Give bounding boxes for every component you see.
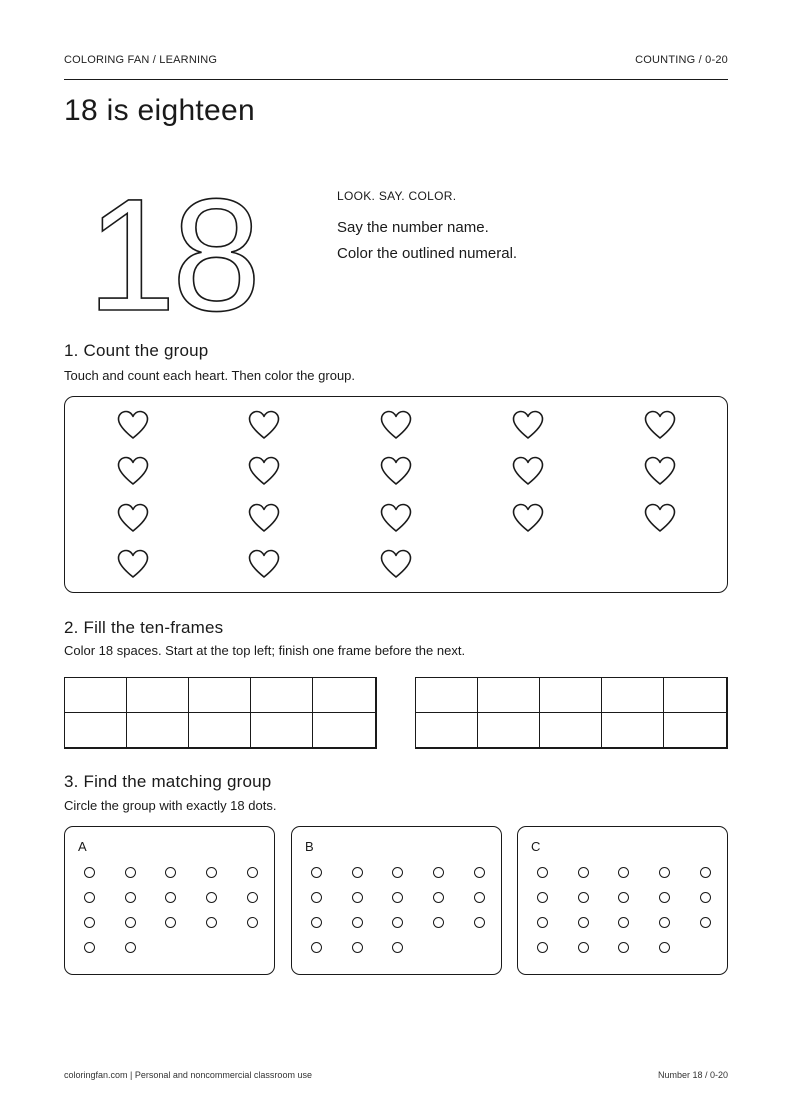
section2-heading: 2. Fill the ten-frames	[64, 618, 224, 637]
count-dot	[618, 917, 629, 928]
count-dot	[537, 917, 548, 928]
count-dot	[618, 892, 629, 903]
page-title: 18 is eighteen	[64, 94, 256, 127]
ten-frame-cell[interactable]	[478, 678, 540, 713]
count-dot	[659, 892, 670, 903]
ten-frame-cell[interactable]	[416, 713, 478, 748]
count-dot	[125, 892, 136, 903]
heart-outline-icon[interactable]	[248, 456, 280, 488]
count-dot	[247, 917, 258, 928]
count-dot	[700, 892, 711, 903]
ten-frame-cell[interactable]	[664, 678, 726, 713]
heart-outline-icon[interactable]	[644, 456, 676, 488]
heart-outline-icon[interactable]	[117, 410, 149, 442]
count-dot	[392, 867, 403, 878]
ten-frame-cell[interactable]	[313, 678, 375, 713]
count-dot	[125, 942, 136, 953]
count-dot	[247, 867, 258, 878]
heart-outline-icon[interactable]	[644, 410, 676, 442]
ten-frame-cell[interactable]	[127, 678, 189, 713]
count-dot	[659, 917, 670, 928]
heart-outline-icon[interactable]	[512, 410, 544, 442]
count-dot	[352, 867, 363, 878]
count-dot	[474, 892, 485, 903]
count-dot	[433, 892, 444, 903]
heart-outline-icon[interactable]	[248, 549, 280, 581]
count-dot	[165, 867, 176, 878]
count-dot	[84, 917, 95, 928]
count-dot	[247, 892, 258, 903]
ten-frame-cell[interactable]	[65, 713, 127, 748]
count-dot	[578, 942, 589, 953]
header-left: COLORING FAN / LEARNING	[64, 54, 218, 66]
count-dot	[352, 942, 363, 953]
section2-text: Color 18 spaces. Start at the top left; finish one frame before the next.	[64, 643, 466, 658]
header-right: COUNTING / 0-20	[635, 54, 728, 66]
ten-frame-cell[interactable]	[416, 678, 478, 713]
heart-outline-icon[interactable]	[644, 503, 676, 535]
count-dot	[578, 917, 589, 928]
section3-text: Circle the group with exactly 18 dots.	[64, 798, 277, 813]
footer-right: Number 18 / 0-20	[657, 1070, 728, 1080]
count-dot	[311, 942, 322, 953]
ten-frame-cell[interactable]	[602, 713, 664, 748]
heart-outline-icon[interactable]	[380, 410, 412, 442]
ten-frame-cell[interactable]	[251, 678, 313, 713]
count-dot	[474, 917, 485, 928]
count-dot	[84, 867, 95, 878]
count-dot	[206, 892, 217, 903]
count-dot	[700, 917, 711, 928]
dot-group-b[interactable]	[291, 826, 502, 975]
ten-frame-cell[interactable]	[313, 713, 375, 748]
count-dot	[206, 867, 217, 878]
heart-outline-icon[interactable]	[248, 410, 280, 442]
ten-frame-cell[interactable]	[127, 713, 189, 748]
intro-line-2: Color the outlined numeral.	[337, 245, 518, 262]
count-dot	[311, 917, 322, 928]
count-dot	[311, 892, 322, 903]
ten-frame-cell[interactable]	[602, 678, 664, 713]
count-dot	[537, 867, 548, 878]
count-dot	[474, 867, 485, 878]
heart-outline-icon[interactable]	[512, 503, 544, 535]
ten-frame-cell[interactable]	[478, 713, 540, 748]
ten-frame-cell[interactable]	[65, 678, 127, 713]
heart-outline-icon[interactable]	[380, 549, 412, 581]
heart-outline-icon[interactable]	[117, 549, 149, 581]
count-dot	[537, 942, 548, 953]
ten-frame-cell[interactable]	[189, 713, 251, 748]
heart-outline-icon[interactable]	[380, 503, 412, 535]
count-dot	[392, 942, 403, 953]
count-dot	[352, 917, 363, 928]
count-dot	[578, 867, 589, 878]
heart-outline-icon[interactable]	[248, 503, 280, 535]
count-dot	[206, 917, 217, 928]
heart-outline-icon[interactable]	[380, 456, 412, 488]
header-divider	[64, 79, 728, 80]
count-dot	[165, 892, 176, 903]
heart-group-box	[64, 396, 728, 593]
heart-outline-icon[interactable]	[512, 456, 544, 488]
count-dot	[618, 942, 629, 953]
dot-group-label: B	[305, 839, 314, 854]
ten-frame-cell[interactable]	[540, 678, 602, 713]
count-dot	[700, 867, 711, 878]
count-dot	[433, 917, 444, 928]
count-dot	[125, 867, 136, 878]
ten-frame-cell[interactable]	[189, 678, 251, 713]
section1-heading: 1. Count the group	[64, 341, 209, 360]
count-dot	[659, 867, 670, 878]
ten-frame-cell[interactable]	[251, 713, 313, 748]
dot-group-a[interactable]	[64, 826, 275, 975]
dot-group-c[interactable]	[517, 826, 728, 975]
ten-frame-2	[415, 677, 728, 749]
count-dot	[84, 942, 95, 953]
footer-left: coloringfan.com | Personal and noncommercial classroom use	[64, 1070, 312, 1080]
count-dot	[659, 942, 670, 953]
intro-line-1: Say the number name.	[337, 219, 489, 236]
dot-group-label: C	[531, 839, 541, 854]
section3-heading: 3. Find the matching group	[64, 772, 272, 791]
ten-frame-cell[interactable]	[540, 713, 602, 748]
count-dot	[165, 917, 176, 928]
count-dot	[125, 917, 136, 928]
count-dot	[84, 892, 95, 903]
ten-frame-1	[64, 677, 377, 749]
intro-label: LOOK. SAY. COLOR.	[337, 189, 457, 203]
count-dot	[578, 892, 589, 903]
count-dot	[433, 867, 444, 878]
numeral-text: 18	[87, 176, 257, 326]
ten-frame-cell[interactable]	[664, 713, 726, 748]
dot-group-label: A	[78, 839, 87, 854]
count-dot	[311, 867, 322, 878]
count-dot	[352, 892, 363, 903]
section1-text: Touch and count each heart. Then color the group.	[64, 368, 356, 383]
count-dot	[392, 917, 403, 928]
count-dot	[537, 892, 548, 903]
outlined-numeral	[72, 176, 272, 326]
count-dot	[392, 892, 403, 903]
count-dot	[618, 867, 629, 878]
heart-outline-icon[interactable]	[117, 456, 149, 488]
heart-outline-icon[interactable]	[117, 503, 149, 535]
